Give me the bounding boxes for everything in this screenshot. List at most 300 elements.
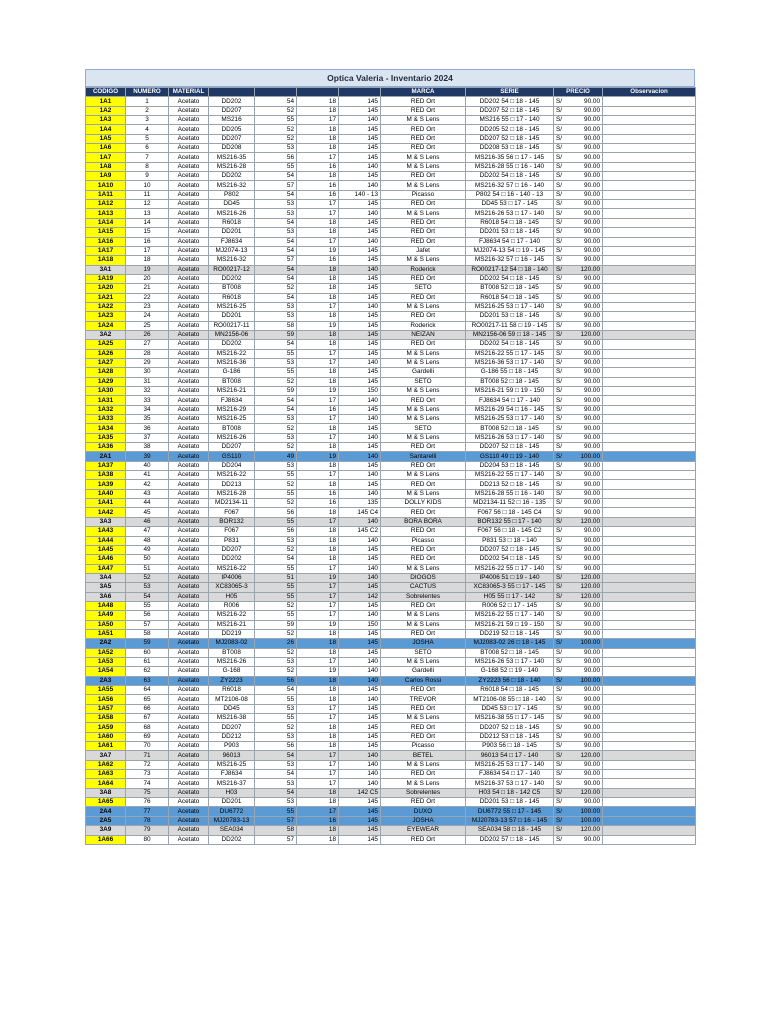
cell-codigo: 1A25	[86, 340, 126, 349]
table-row	[86, 723, 696, 732]
cell-currency: S/	[554, 667, 568, 676]
cell-currency: S/	[554, 116, 568, 125]
inventory-sheet	[85, 69, 695, 845]
cell-modelo: DD212	[209, 732, 255, 741]
cell-calibre: 55	[255, 583, 297, 592]
cell-precio: 90.00	[568, 218, 603, 227]
cell-precio: 90.00	[568, 620, 603, 629]
cell-puente: 17	[297, 237, 339, 246]
cell-varilla: 140	[339, 751, 381, 760]
cell-material: Acetato	[169, 657, 209, 666]
cell-calibre: 54	[255, 265, 297, 274]
cell-marca: M & S Lens	[381, 471, 466, 480]
cell-observacion	[603, 788, 696, 797]
cell-currency: S/	[554, 358, 568, 367]
cell-observacion	[603, 723, 696, 732]
cell-serie: DD207 52 □ 18 - 145	[466, 106, 554, 115]
cell-varilla: 145 C2	[339, 527, 381, 536]
cell-observacion	[603, 153, 696, 162]
cell-varilla: 140	[339, 209, 381, 218]
cell-codigo: 1A17	[86, 246, 126, 255]
cell-marca: RED Ort	[381, 443, 466, 452]
cell-serie: H05 55 □ 17 - 142	[466, 592, 554, 601]
cell-modelo: MS216-22	[209, 611, 255, 620]
cell-serie: DD202 57 □ 18 - 145	[466, 835, 554, 844]
cell-calibre: 55	[255, 807, 297, 816]
cell-marca: RED Ort	[381, 172, 466, 181]
table-row	[86, 415, 696, 424]
cell-modelo: DD202	[209, 340, 255, 349]
header-precio: PRECIO	[554, 88, 603, 97]
cell-marca: RED Ort	[381, 480, 466, 489]
cell-modelo: MS216-22	[209, 471, 255, 480]
cell-modelo: MS216-29	[209, 405, 255, 414]
cell-observacion	[603, 798, 696, 807]
cell-numero: 11	[126, 190, 169, 199]
cell-modelo: DD207	[209, 723, 255, 732]
cell-numero: 37	[126, 433, 169, 442]
cell-precio: 90.00	[568, 349, 603, 358]
cell-marca: Sobrelentes	[381, 788, 466, 797]
cell-modelo: XC83065-3	[209, 583, 255, 592]
header-codigo: CODIGO	[86, 88, 126, 97]
cell-serie: ZY2223 56 □ 18 - 140	[466, 676, 554, 685]
cell-calibre: 51	[255, 573, 297, 582]
header-observacion: Observacion	[603, 88, 696, 97]
cell-varilla: 145	[339, 321, 381, 330]
cell-calibre: 53	[255, 358, 297, 367]
cell-currency: S/	[554, 228, 568, 237]
cell-currency: S/	[554, 415, 568, 424]
cell-precio: 90.00	[568, 508, 603, 517]
cell-varilla: 145	[339, 172, 381, 181]
cell-observacion	[603, 162, 696, 171]
cell-calibre: 54	[255, 770, 297, 779]
cell-precio: 120.00	[568, 788, 603, 797]
cell-currency: S/	[554, 714, 568, 723]
cell-puente: 18	[297, 172, 339, 181]
cell-marca: RED Ort	[381, 340, 466, 349]
cell-observacion	[603, 732, 696, 741]
cell-modelo: P831	[209, 536, 255, 545]
cell-modelo: GS110	[209, 452, 255, 461]
cell-varilla: 145	[339, 601, 381, 610]
cell-currency: S/	[554, 807, 568, 816]
cell-observacion	[603, 779, 696, 788]
cell-marca: TREVOR	[381, 695, 466, 704]
cell-precio: 90.00	[568, 545, 603, 554]
cell-material: Acetato	[169, 172, 209, 181]
cell-currency: S/	[554, 340, 568, 349]
cell-material: Acetato	[169, 162, 209, 171]
cell-observacion	[603, 134, 696, 143]
cell-codigo: 1A39	[86, 480, 126, 489]
cell-observacion	[603, 807, 696, 816]
table-row	[86, 620, 696, 629]
cell-varilla: 140	[339, 611, 381, 620]
cell-observacion	[603, 760, 696, 769]
cell-currency: S/	[554, 368, 568, 377]
cell-codigo: 1A15	[86, 228, 126, 237]
cell-calibre: 54	[255, 340, 297, 349]
cell-material: Acetato	[169, 284, 209, 293]
cell-observacion	[603, 181, 696, 190]
cell-observacion	[603, 629, 696, 638]
cell-observacion	[603, 555, 696, 564]
cell-varilla: 145	[339, 405, 381, 414]
cell-material: Acetato	[169, 134, 209, 143]
cell-serie: DD201 53 □ 18 - 145	[466, 228, 554, 237]
cell-modelo: DD201	[209, 312, 255, 321]
cell-numero: 41	[126, 471, 169, 480]
cell-marca: RED Ort	[381, 770, 466, 779]
cell-observacion	[603, 816, 696, 825]
cell-numero: 74	[126, 779, 169, 788]
cell-codigo: 1A64	[86, 779, 126, 788]
cell-varilla: 145	[339, 583, 381, 592]
cell-calibre: 54	[255, 274, 297, 283]
cell-codigo: 2A4	[86, 807, 126, 816]
table-row	[86, 424, 696, 433]
cell-observacion	[603, 676, 696, 685]
header-row	[86, 88, 696, 97]
cell-calibre: 49	[255, 452, 297, 461]
cell-puente: 16	[297, 405, 339, 414]
cell-modelo: RO00217-11	[209, 321, 255, 330]
cell-observacion	[603, 620, 696, 629]
cell-precio: 90.00	[568, 723, 603, 732]
cell-codigo: 2A2	[86, 639, 126, 648]
header-marca: MARCA	[381, 88, 466, 97]
cell-numero: 62	[126, 667, 169, 676]
cell-modelo: R6018	[209, 686, 255, 695]
cell-precio: 90.00	[568, 181, 603, 190]
cell-currency: S/	[554, 302, 568, 311]
cell-calibre: 56	[255, 153, 297, 162]
cell-puente: 17	[297, 807, 339, 816]
cell-puente: 18	[297, 368, 339, 377]
cell-varilla: 140	[339, 536, 381, 545]
cell-currency: S/	[554, 779, 568, 788]
cell-calibre: 56	[255, 742, 297, 751]
cell-serie: DD207 52 □ 18 - 145	[466, 545, 554, 554]
cell-marca: Santarelli	[381, 452, 466, 461]
cell-calibre: 52	[255, 648, 297, 657]
cell-puente: 17	[297, 751, 339, 760]
cell-calibre: 54	[255, 405, 297, 414]
cell-puente: 18	[297, 480, 339, 489]
cell-material: Acetato	[169, 312, 209, 321]
cell-calibre: 55	[255, 517, 297, 526]
cell-calibre: 54	[255, 237, 297, 246]
cell-varilla: 145	[339, 106, 381, 115]
cell-observacion	[603, 648, 696, 657]
cell-observacion	[603, 97, 696, 106]
cell-modelo: DD202	[209, 835, 255, 844]
cell-serie: RO00217-12 54 □ 18 - 140	[466, 265, 554, 274]
cell-marca: EYEWEAR	[381, 826, 466, 835]
cell-precio: 100.00	[568, 816, 603, 825]
cell-marca: M & S Lens	[381, 620, 466, 629]
cell-calibre: 52	[255, 601, 297, 610]
cell-material: Acetato	[169, 527, 209, 536]
cell-puente: 18	[297, 228, 339, 237]
cell-calibre: 53	[255, 536, 297, 545]
cell-serie: MS216-28 55 □ 16 - 140	[466, 489, 554, 498]
table-row	[86, 480, 696, 489]
cell-calibre: 55	[255, 116, 297, 125]
cell-numero: 80	[126, 835, 169, 844]
cell-precio: 90.00	[568, 760, 603, 769]
cell-serie: MN2156-06 59 □ 18 - 145	[466, 330, 554, 339]
cell-varilla: 145	[339, 686, 381, 695]
cell-codigo: 1A22	[86, 302, 126, 311]
cell-numero: 76	[126, 798, 169, 807]
cell-material: Acetato	[169, 190, 209, 199]
cell-puente: 17	[297, 153, 339, 162]
cell-currency: S/	[554, 536, 568, 545]
cell-marca: M & S Lens	[381, 564, 466, 573]
cell-varilla: 150	[339, 387, 381, 396]
cell-modelo: DD45	[209, 200, 255, 209]
table-row	[86, 714, 696, 723]
table-row	[86, 732, 696, 741]
cell-calibre: 26	[255, 639, 297, 648]
cell-numero: 47	[126, 527, 169, 536]
cell-modelo: MS216-25	[209, 415, 255, 424]
table-row	[86, 256, 696, 265]
cell-currency: S/	[554, 443, 568, 452]
cell-serie: MS216-26 53 □ 17 - 140	[466, 209, 554, 218]
cell-currency: S/	[554, 508, 568, 517]
cell-calibre: 55	[255, 695, 297, 704]
cell-serie: MS216-32 57 □ 16 - 145	[466, 256, 554, 265]
cell-calibre: 53	[255, 200, 297, 209]
cell-material: Acetato	[169, 583, 209, 592]
table-row	[86, 330, 696, 339]
cell-codigo: 1A59	[86, 723, 126, 732]
cell-codigo: 2A3	[86, 676, 126, 685]
cell-codigo: 3A5	[86, 583, 126, 592]
table-row	[86, 144, 696, 153]
cell-precio: 90.00	[568, 629, 603, 638]
cell-observacion	[603, 368, 696, 377]
cell-modelo: BT008	[209, 377, 255, 386]
cell-puente: 16	[297, 256, 339, 265]
cell-codigo: 1A6	[86, 144, 126, 153]
cell-modelo: BT008	[209, 284, 255, 293]
cell-precio: 90.00	[568, 97, 603, 106]
cell-serie: MS216-26 53 □ 17 - 140	[466, 657, 554, 666]
cell-codigo: 3A8	[86, 788, 126, 797]
cell-modelo: FJ8634	[209, 770, 255, 779]
cell-observacion	[603, 396, 696, 405]
cell-material: Acetato	[169, 517, 209, 526]
cell-marca: M & S Lens	[381, 779, 466, 788]
cell-puente: 19	[297, 387, 339, 396]
cell-precio: 90.00	[568, 405, 603, 414]
cell-precio: 120.00	[568, 826, 603, 835]
cell-serie: FJ8634 54 □ 17 - 140	[466, 396, 554, 405]
cell-modelo: FJ8634	[209, 237, 255, 246]
table-row	[86, 265, 696, 274]
cell-currency: S/	[554, 798, 568, 807]
cell-codigo: 1A63	[86, 770, 126, 779]
cell-modelo: DD213	[209, 480, 255, 489]
table-row	[86, 162, 696, 171]
cell-material: Acetato	[169, 639, 209, 648]
cell-currency: S/	[554, 499, 568, 508]
table-row	[86, 209, 696, 218]
cell-observacion	[603, 499, 696, 508]
cell-serie: BOR132 55 □ 17 - 140	[466, 517, 554, 526]
cell-precio: 90.00	[568, 601, 603, 610]
cell-varilla: 145	[339, 256, 381, 265]
cell-observacion	[603, 125, 696, 134]
cell-modelo: F067	[209, 527, 255, 536]
cell-varilla: 145	[339, 723, 381, 732]
cell-material: Acetato	[169, 256, 209, 265]
cell-numero: 51	[126, 564, 169, 573]
cell-currency: S/	[554, 125, 568, 134]
cell-numero: 16	[126, 237, 169, 246]
cell-material: Acetato	[169, 452, 209, 461]
cell-varilla: 142	[339, 592, 381, 601]
cell-puente: 18	[297, 312, 339, 321]
cell-serie: MS216-36 53 □ 17 - 140	[466, 358, 554, 367]
cell-codigo: 1A9	[86, 172, 126, 181]
cell-codigo: 1A14	[86, 218, 126, 227]
cell-observacion	[603, 405, 696, 414]
cell-material: Acetato	[169, 667, 209, 676]
cell-material: Acetato	[169, 209, 209, 218]
cell-calibre: 53	[255, 302, 297, 311]
cell-serie: MT2106-08 55 □ 18 - 140	[466, 695, 554, 704]
cell-varilla: 140	[339, 695, 381, 704]
cell-modelo: MN2156-06	[209, 330, 255, 339]
cell-marca: M & S Lens	[381, 349, 466, 358]
cell-codigo: 1A31	[86, 396, 126, 405]
cell-serie: BT008 52 □ 18 - 145	[466, 424, 554, 433]
cell-material: Acetato	[169, 714, 209, 723]
cell-material: Acetato	[169, 340, 209, 349]
cell-observacion	[603, 471, 696, 480]
cell-observacion	[603, 527, 696, 536]
cell-modelo: P802	[209, 190, 255, 199]
cell-calibre: 53	[255, 704, 297, 713]
cell-serie: MJ20783-13 57 □ 16 - 145	[466, 816, 554, 825]
cell-modelo: DD201	[209, 228, 255, 237]
cell-observacion	[603, 312, 696, 321]
cell-serie: P831 53 □ 18 - 140	[466, 536, 554, 545]
cell-calibre: 55	[255, 592, 297, 601]
cell-varilla: 140	[339, 265, 381, 274]
cell-serie: DD202 54 □ 18 - 145	[466, 274, 554, 283]
cell-numero: 73	[126, 770, 169, 779]
cell-varilla: 140	[339, 181, 381, 190]
table-row	[86, 508, 696, 517]
cell-calibre: 54	[255, 751, 297, 760]
cell-marca: JOSHA	[381, 816, 466, 825]
cell-serie: DD202 54 □ 18 - 145	[466, 555, 554, 564]
cell-modelo: MS216-37	[209, 779, 255, 788]
cell-calibre: 54	[255, 788, 297, 797]
cell-marca: M & S Lens	[381, 657, 466, 666]
cell-serie: DD202 54 □ 18 - 145	[466, 97, 554, 106]
cell-codigo: 1A28	[86, 368, 126, 377]
cell-precio: 90.00	[568, 237, 603, 246]
cell-observacion	[603, 714, 696, 723]
cell-puente: 17	[297, 200, 339, 209]
cell-material: Acetato	[169, 181, 209, 190]
table-row	[86, 312, 696, 321]
header-serie: SERIE	[466, 88, 554, 97]
cell-currency: S/	[554, 293, 568, 302]
cell-numero: 68	[126, 723, 169, 732]
cell-precio: 90.00	[568, 433, 603, 442]
cell-currency: S/	[554, 396, 568, 405]
cell-numero: 55	[126, 601, 169, 610]
cell-currency: S/	[554, 517, 568, 526]
cell-precio: 90.00	[568, 321, 603, 330]
cell-calibre: 53	[255, 415, 297, 424]
cell-precio: 90.00	[568, 200, 603, 209]
cell-currency: S/	[554, 770, 568, 779]
cell-observacion	[603, 835, 696, 844]
cell-numero: 56	[126, 611, 169, 620]
cell-serie: MS216-22 55 □ 17 - 140	[466, 471, 554, 480]
cell-observacion	[603, 172, 696, 181]
table-row	[86, 396, 696, 405]
cell-observacion	[603, 461, 696, 470]
cell-observacion	[603, 302, 696, 311]
cell-varilla: 140	[339, 667, 381, 676]
cell-precio: 90.00	[568, 798, 603, 807]
cell-modelo: DD207	[209, 545, 255, 554]
cell-calibre: 52	[255, 499, 297, 508]
cell-puente: 18	[297, 686, 339, 695]
table-row	[86, 368, 696, 377]
table-row	[86, 340, 696, 349]
cell-puente: 18	[297, 508, 339, 517]
table-row	[86, 274, 696, 283]
cell-codigo: 1A18	[86, 256, 126, 265]
cell-marca: Gardelli	[381, 368, 466, 377]
cell-currency: S/	[554, 723, 568, 732]
cell-calibre: 52	[255, 629, 297, 638]
cell-puente: 17	[297, 714, 339, 723]
cell-observacion	[603, 489, 696, 498]
cell-marca: NEIZAN	[381, 330, 466, 339]
cell-currency: S/	[554, 695, 568, 704]
cell-material: Acetato	[169, 826, 209, 835]
cell-puente: 18	[297, 424, 339, 433]
cell-modelo: MS216-26	[209, 209, 255, 218]
cell-numero: 52	[126, 573, 169, 582]
cell-precio: 90.00	[568, 536, 603, 545]
cell-currency: S/	[554, 200, 568, 209]
cell-precio: 120.00	[568, 330, 603, 339]
cell-puente: 17	[297, 349, 339, 358]
cell-calibre: 53	[255, 657, 297, 666]
cell-precio: 100.00	[568, 807, 603, 816]
cell-serie: MS216-22 55 □ 17 - 145	[466, 349, 554, 358]
header-blank	[339, 88, 381, 97]
cell-calibre: 52	[255, 134, 297, 143]
cell-varilla: 145	[339, 340, 381, 349]
cell-material: Acetato	[169, 433, 209, 442]
cell-calibre: 56	[255, 527, 297, 536]
